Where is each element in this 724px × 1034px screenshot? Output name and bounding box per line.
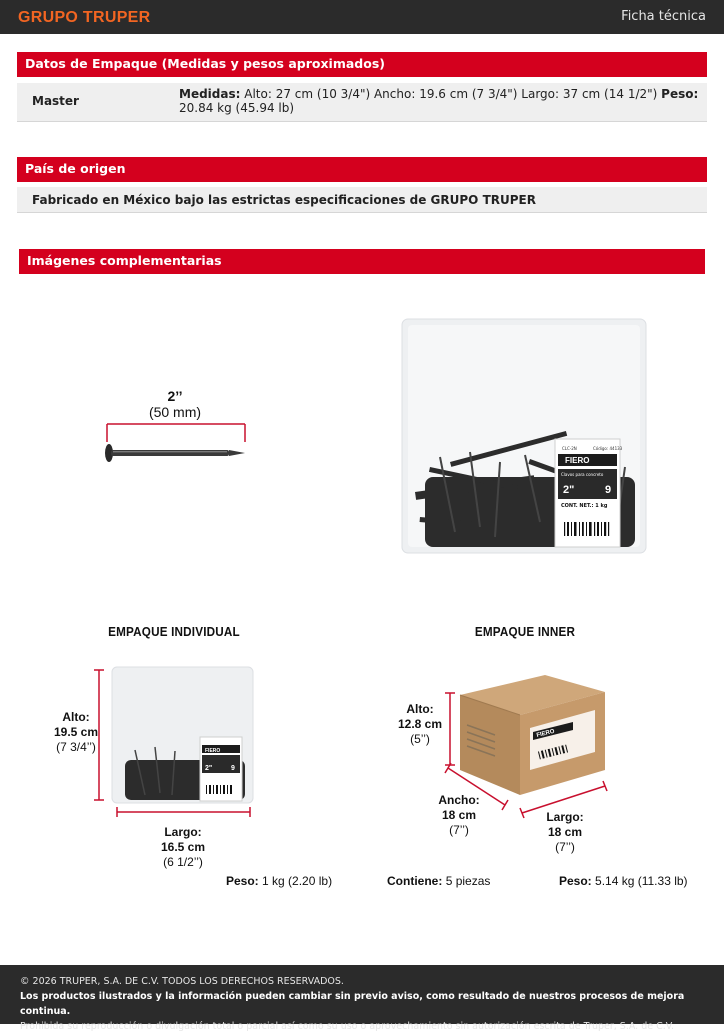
inner-ancho-label: Ancho: — [438, 793, 480, 807]
section-header-packaging: Datos de Empaque (Medidas y pesos aproximados) — [17, 52, 707, 77]
inner-alto-in: (5’’) — [410, 732, 430, 746]
individual-alto — [48, 710, 104, 755]
inner-ancho-in: (7’’) — [449, 823, 469, 837]
svg-text:Código: 44133: Código: 44133 — [593, 446, 623, 451]
individual-dimension-lines — [90, 665, 260, 825]
footer-copyright: © 2026 TRUPER, S.A. DE C.V. TODOS LOS DERECHOS RESERVADOS. — [20, 976, 344, 987]
individual-weight — [226, 874, 332, 888]
nail-image — [100, 420, 255, 470]
weight-value: 20.84 kg (45.94 lb) — [179, 101, 295, 115]
inner-largo-in: (7’’) — [555, 840, 575, 854]
nail-size-in: 2’’ — [167, 388, 183, 404]
inner-contents-value: 5 piezas — [445, 874, 491, 888]
nail-size-mm: (50 mm) — [148, 404, 202, 420]
nail-size-label — [130, 388, 220, 420]
individual-largo — [150, 825, 216, 870]
footer-notice: Los productos ilustrados y la información pueden cambiar sin previo aviso, como resultado de nuestros procesos de mejora continua. — [20, 991, 685, 1017]
inner-weight-value: 5.14 kg (11.33 lb) — [595, 874, 688, 888]
inner-largo-cm: 18 cm — [547, 825, 583, 839]
complementary-images — [0, 280, 724, 920]
svg-text:CLC-2N: CLC-2N — [562, 446, 577, 451]
inner-ancho-cm: 18 cm — [441, 808, 477, 822]
inner-contents-label: Contiene: — [387, 874, 443, 888]
individual-weight-label: Peso: — [226, 874, 259, 888]
individual-largo-in: (6 1/2’’) — [163, 855, 203, 869]
measures-label: Medidas: — [179, 87, 241, 101]
inner-alto-label: Alto: — [406, 702, 434, 716]
svg-text:Clavos para concreto: Clavos para concreto — [561, 472, 604, 477]
svg-text:FIERO: FIERO — [565, 456, 590, 465]
section-header-origin: País de origen — [17, 157, 707, 182]
individual-weight-value: 1 kg (2.20 lb) — [262, 874, 333, 888]
inner-largo — [538, 810, 592, 855]
individual-alto-label: Alto: — [62, 710, 90, 724]
svg-text:2": 2" — [563, 484, 575, 496]
brand-logo: GRUPO TRUPER — [18, 9, 151, 26]
svg-text:2": 2" — [205, 765, 213, 772]
footer — [0, 965, 724, 1032]
inner-contents — [387, 874, 490, 888]
inner-weight — [559, 874, 688, 888]
measures-value: Alto: 27 cm (10 3/4") Ancho: 19.6 cm (7 3/4") Largo: 37 cm (14 1/2") — [244, 87, 658, 101]
product-bag-image — [400, 317, 648, 555]
inner-ancho — [432, 793, 486, 838]
individual-alto-in: (7 3/4’’) — [56, 740, 96, 754]
individual-alto-cm: 19.5 cm — [53, 725, 99, 739]
origin-row — [17, 187, 707, 213]
packaging-row-label: Master — [32, 94, 79, 108]
individual-largo-cm: 16.5 cm — [160, 840, 206, 854]
inner-largo-label: Largo: — [546, 810, 584, 824]
packaging-row-master — [17, 83, 707, 122]
caption-individual: EMPAQUE INDIVIDUAL — [108, 624, 240, 639]
individual-largo-label: Largo: — [164, 825, 202, 839]
inner-alto — [396, 702, 444, 747]
top-bar — [0, 0, 724, 34]
svg-text:9: 9 — [231, 765, 235, 772]
svg-text:CONT. NET.: 1 kg: CONT. NET.: 1 kg — [561, 503, 608, 509]
caption-inner: EMPAQUE INNER — [474, 624, 576, 639]
footer-prohibition: Prohibida su reproducción o divulgación total o parcial así como su uso o aprovechamiento sin autorización escrita de Truper, S.A. de C.V. — [20, 1021, 675, 1032]
inner-weight-label: Peso: — [559, 874, 592, 888]
weight-label: Peso: — [661, 87, 699, 101]
section-header-images: Imágenes complementarias — [19, 249, 705, 274]
document-type: Ficha técnica — [621, 9, 706, 24]
inner-alto-cm: 12.8 cm — [397, 717, 443, 731]
origin-text: Fabricado en México bajo las estrictas especificaciones de GRUPO TRUPER — [32, 193, 536, 207]
svg-text:FIERO: FIERO — [205, 748, 221, 754]
svg-text:9: 9 — [605, 484, 612, 496]
svg-text:FIERO: FIERO — [536, 728, 556, 739]
packaging-row-value — [179, 87, 699, 115]
